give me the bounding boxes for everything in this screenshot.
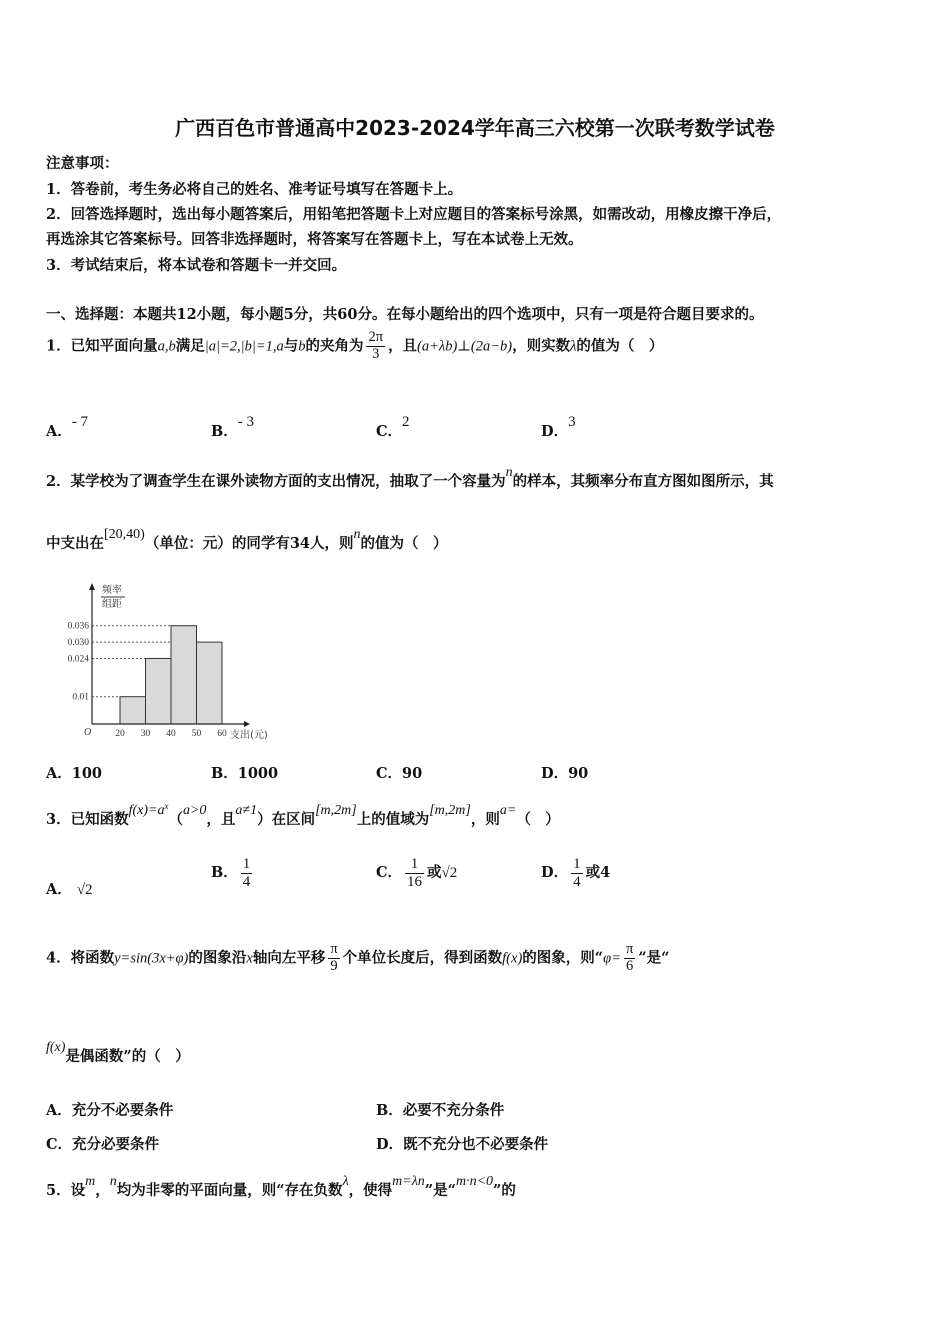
q4-phi-fraction bbox=[624, 942, 635, 975]
histogram-bar-50-60 bbox=[197, 642, 223, 724]
q1-option-c bbox=[376, 414, 410, 441]
q4-option-a: A．充分不必要条件 bbox=[46, 1102, 174, 1119]
question-4-line-1 bbox=[46, 942, 669, 975]
q1-option-b-label: B． bbox=[211, 423, 238, 440]
y-axis-label-bottom: 组距 bbox=[102, 599, 122, 610]
q1-text-4: 的夹角为 bbox=[305, 337, 364, 355]
q3-interval-2: [m,2m] bbox=[429, 803, 471, 818]
q1-vec: a,b bbox=[157, 338, 176, 355]
q3-function bbox=[129, 803, 169, 818]
question-4-line-2 bbox=[46, 1040, 190, 1066]
histogram-bar-20-30 bbox=[120, 697, 146, 724]
q3-option-b-label: B． bbox=[211, 864, 238, 881]
q2-text-3: 中支出在 bbox=[46, 535, 104, 552]
q5-equation: m=λn bbox=[392, 1174, 425, 1189]
q1-cond: |a|=2,|b|=1,a bbox=[204, 338, 284, 355]
q5-lambda: λ bbox=[342, 1174, 349, 1189]
q3-option-a bbox=[46, 878, 93, 899]
q1-text-6: ，则实数 bbox=[512, 337, 571, 355]
q3-option-d-fraction bbox=[571, 856, 583, 890]
q4-phi: φ= bbox=[603, 950, 621, 967]
q3-text-5: 上的值域为 bbox=[356, 811, 430, 828]
q4-text-7: 是偶函数”的（ ） bbox=[65, 1048, 190, 1065]
q2-interval: [20,40) bbox=[104, 527, 145, 542]
q1-option-c-value: 2 bbox=[402, 414, 410, 430]
q5-dot-product: m·n<0 bbox=[455, 1174, 494, 1189]
q4-option-d: D．既不充分也不必要条件 bbox=[376, 1136, 549, 1153]
q4-option-b: B．必要不充分条件 bbox=[376, 1102, 505, 1119]
q3-c-value-2: √2 bbox=[441, 865, 458, 881]
notice-item-2a: 2．回答选择题时，选出每小题答案后，用铅笔把答题卡上对应题目的答案标号涂黑，如需改动，用橡皮擦干净后， bbox=[46, 206, 782, 223]
q1-angle-fraction bbox=[366, 330, 385, 363]
q3-c-or: 或 bbox=[427, 864, 442, 881]
q1-option-b bbox=[211, 414, 255, 441]
q3-text-4: ）在区间 bbox=[257, 811, 316, 828]
q4-text-4: 个单位长度后，得到函数 bbox=[342, 949, 503, 967]
y-tick-label-0.01: 0.01 bbox=[72, 692, 89, 703]
histogram-bars bbox=[120, 626, 222, 724]
q2-text-4: （单位：元）的同学有34人，则 bbox=[144, 535, 354, 552]
q5-m: m bbox=[85, 1174, 96, 1189]
x-tick-label-30: 30 bbox=[140, 729, 151, 739]
notice-item-3: 3．考试结束后，将本试卷和答题卡一并交回。 bbox=[46, 257, 347, 274]
q1-perp: (a+λb)⊥(2a−b) bbox=[417, 338, 513, 355]
q3-a-positive: a>0 bbox=[182, 803, 207, 818]
q1-option-d-label: D． bbox=[541, 423, 569, 440]
q3-option-c-label: C． bbox=[376, 864, 403, 881]
q3-d-or: 或4 bbox=[585, 864, 611, 881]
histogram-bar-40-50 bbox=[171, 626, 197, 724]
q1-option-c-label: C． bbox=[376, 423, 403, 440]
notice-heading: 注意事项： bbox=[46, 155, 119, 172]
q5-comma: ， bbox=[95, 1182, 110, 1199]
q2-text-2: 的样本，其频率分布直方图如图所示，其 bbox=[512, 473, 774, 490]
q1-option-a-value: - 7 bbox=[71, 414, 89, 430]
q4-function: y=sin(3x+φ) bbox=[114, 950, 189, 967]
question-2-line-1 bbox=[46, 465, 774, 491]
q1-option-d-value: 3 bbox=[568, 414, 576, 430]
q4-phi-num: π bbox=[625, 941, 634, 957]
q2-option-c: C．90 bbox=[376, 765, 423, 782]
q3-option-d-label: D． bbox=[541, 864, 569, 881]
q2-text-5: 的值为（ ） bbox=[360, 535, 448, 552]
q3-text-1: 3．已知函数 bbox=[46, 811, 129, 828]
question-1 bbox=[46, 330, 663, 363]
q4-phi-den: 6 bbox=[625, 957, 634, 974]
x-tick-label-60: 60 bbox=[217, 729, 227, 739]
question-5 bbox=[46, 1174, 516, 1200]
q3-option-a-value: √2 bbox=[76, 882, 93, 898]
q3-exponent: x bbox=[164, 801, 169, 811]
x-tick-label-40: 40 bbox=[166, 729, 176, 739]
question-2-line-2 bbox=[46, 527, 448, 553]
q5-text-3: ，使得 bbox=[348, 1182, 393, 1199]
q3-option-c bbox=[376, 856, 457, 890]
q3-text-6: ，则 bbox=[470, 811, 500, 828]
q3-option-c-fraction bbox=[405, 856, 424, 890]
q3-a-equals: a= bbox=[499, 803, 517, 818]
q4-fx: f(x) bbox=[502, 950, 523, 967]
q3-d-num: 1 bbox=[573, 856, 581, 872]
page-title: 广西百色市普通高中2023-2024学年高三六校第一次联考数学试卷 bbox=[175, 116, 775, 140]
q4-x: x bbox=[246, 950, 253, 967]
q2-n: n bbox=[505, 465, 513, 480]
q3-c-num: 1 bbox=[405, 856, 424, 874]
x-tick-label-50: 50 bbox=[191, 729, 202, 739]
notice-item-1: 1．答卷前，考生务必将自己的姓名、准考证号填写在答题卡上。 bbox=[46, 181, 463, 198]
q4-text-3: 轴向左平移 bbox=[252, 949, 326, 967]
question-3 bbox=[46, 801, 560, 829]
q1-option-a-label: A． bbox=[46, 423, 72, 440]
frequency-histogram bbox=[50, 578, 270, 748]
q2-n-2: n bbox=[353, 527, 361, 542]
q3-d-den: 4 bbox=[573, 873, 581, 890]
q3-option-d bbox=[541, 856, 610, 890]
y-axis-arrow bbox=[89, 583, 95, 590]
y-tick-label-0.030: 0.030 bbox=[67, 638, 89, 649]
y-tick-labels bbox=[68, 622, 90, 703]
q3-interval-1: [m,2m] bbox=[315, 803, 357, 818]
q4-shift-fraction bbox=[328, 942, 339, 975]
q1-option-b-value: - 3 bbox=[237, 414, 255, 430]
q3-text-3: ，且 bbox=[206, 811, 236, 828]
q2-option-d: D．90 bbox=[541, 765, 589, 782]
y-tick-label-0.036: 0.036 bbox=[67, 621, 89, 632]
q5-text-4: ”是“ bbox=[424, 1182, 456, 1199]
q3-b-den: 4 bbox=[242, 873, 251, 890]
q3-fx: f(x)=a bbox=[128, 803, 165, 818]
q3-b-num: 1 bbox=[242, 856, 251, 872]
q3-option-b-fraction bbox=[241, 856, 253, 890]
q1-option-d bbox=[541, 414, 576, 441]
x-tick-label-20: 20 bbox=[115, 729, 125, 739]
q1-text-2: 满足 bbox=[175, 337, 205, 355]
section-heading: 一、选择题：本题共12小题，每小题5分，共60分。在每小题给出的四个选项中，只有一项是符合题目要求的。 bbox=[46, 306, 764, 323]
q4-shift-num: π bbox=[330, 941, 338, 957]
y-tick-label-0.024: 0.024 bbox=[67, 654, 89, 665]
q1-angle-den: 3 bbox=[372, 345, 380, 362]
q3-c-den: 16 bbox=[407, 873, 423, 890]
q3-text-7: （ ） bbox=[516, 811, 560, 828]
q3-a-not-one: a≠1 bbox=[235, 803, 258, 818]
q1-option-a bbox=[46, 414, 89, 441]
q1-text-1: 1．已知平面向量 bbox=[46, 337, 158, 355]
q1-lambda: λ bbox=[570, 338, 577, 355]
q4-text-1: 4．将函数 bbox=[46, 949, 115, 967]
q3-text-2: （ bbox=[168, 811, 183, 828]
histogram-bar-30-40 bbox=[146, 658, 172, 724]
q1-angle-num: 2π bbox=[368, 329, 384, 345]
q2-text-1: 2．某学校为了调查学生在课外读物方面的支出情况，抽取了一个容量为 bbox=[46, 473, 506, 490]
q5-text-5: ”的 bbox=[493, 1182, 516, 1199]
q1-text-3: 与 bbox=[283, 337, 299, 355]
q5-n: n bbox=[109, 1174, 117, 1189]
q4-fx-2: f(x) bbox=[46, 1040, 66, 1055]
q1-text-7: 的值为（ ） bbox=[576, 337, 664, 355]
x-axis-arrow bbox=[244, 721, 250, 727]
q1-text-5: ，且 bbox=[388, 337, 418, 355]
q3-option-b bbox=[211, 856, 255, 890]
q2-option-b: B．1000 bbox=[211, 765, 279, 782]
q4-text-5: 的图象，则“ bbox=[522, 949, 604, 967]
q4-option-c: C．充分必要条件 bbox=[46, 1136, 160, 1153]
q2-option-a: A．100 bbox=[46, 765, 103, 782]
q3-option-a-label: A． bbox=[46, 881, 72, 898]
y-axis-label-top: 频率 bbox=[102, 585, 122, 596]
x-tick-labels bbox=[115, 729, 227, 739]
origin-label: O bbox=[84, 727, 92, 738]
q5-text-1: 5．设 bbox=[46, 1182, 86, 1199]
q4-text-2: 的图象沿 bbox=[188, 949, 247, 967]
notice-item-2b: 再选涂其它答案标号。回答非选择题时，将答案写在答题卡上，写在本试卷上无效。 bbox=[46, 231, 583, 248]
x-axis-label: 支出(元) bbox=[230, 730, 268, 741]
q4-text-6: ”是“ bbox=[638, 949, 670, 967]
q1-b: b bbox=[298, 338, 306, 355]
q5-text-2: 均为非零的平面向量，则“存在负数 bbox=[116, 1182, 343, 1199]
q4-shift-den: 9 bbox=[330, 957, 338, 974]
